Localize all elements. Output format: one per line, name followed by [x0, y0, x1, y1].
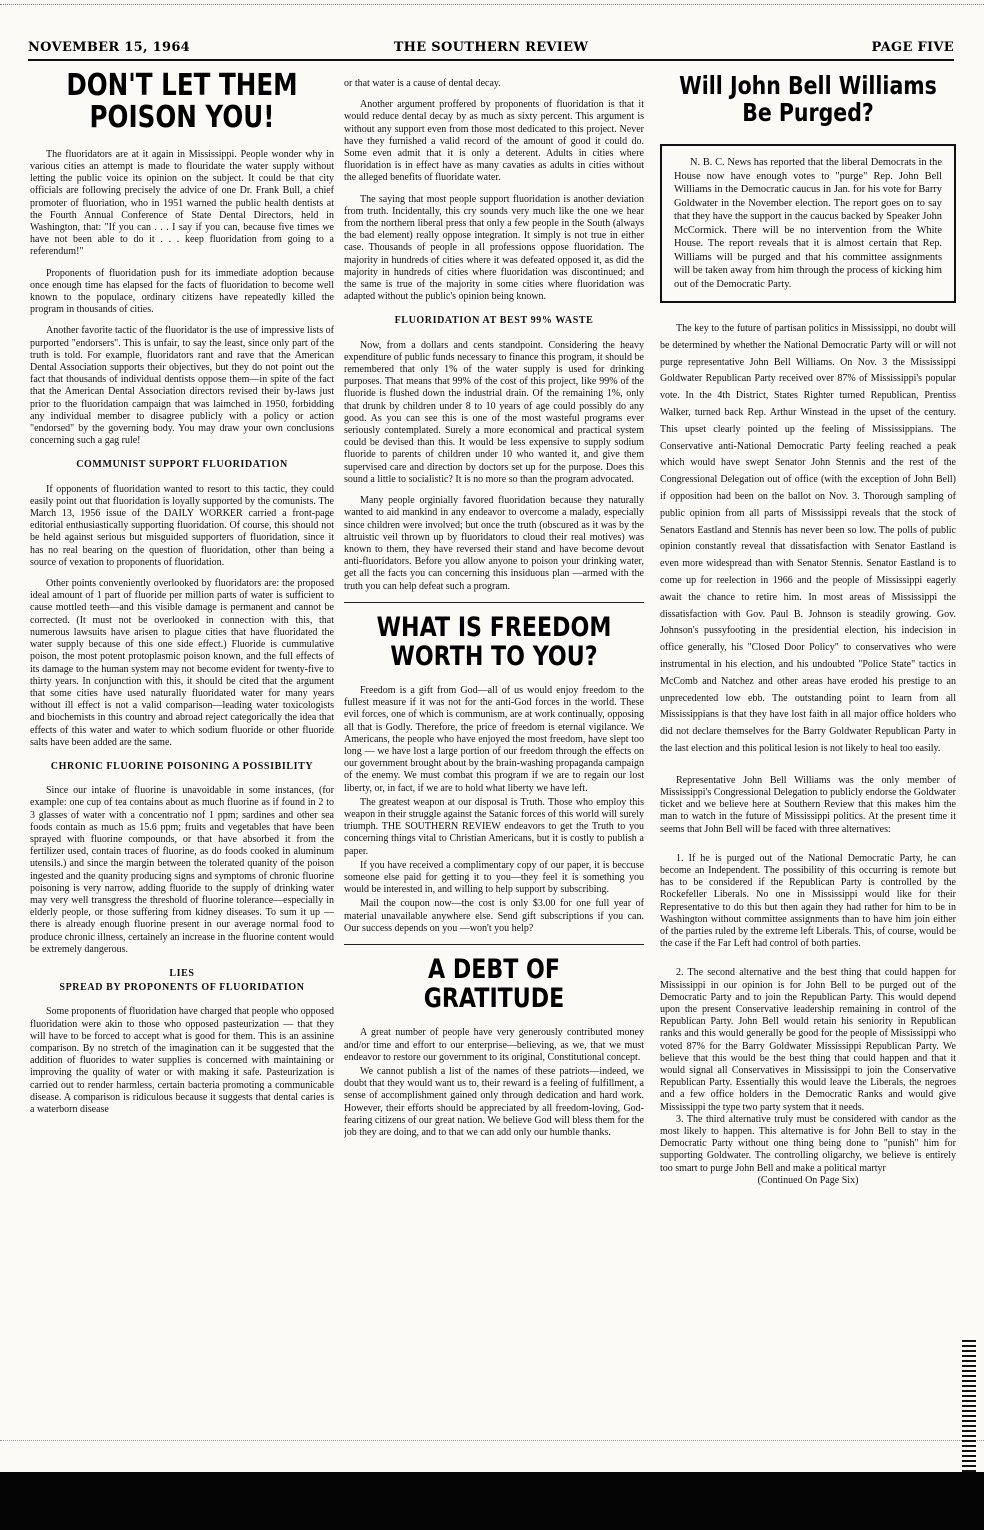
box-text: N. B. C. News has reported that the liberal Democrats in the House now have enough votes to "purge" Rep. John Bell Williams in the Democratic caucus in Jan. for his vote for Barry Goldwater in the November election. The report goes on to say that they have the support in the caucus backed by Speaker John McCormick. There will be no intervention from the White House. The report reveals that it is almost certain that Rep. Williams will be purged and that his committee assignments will be taken away from him through the process of kicking him out of the Democratic Party. [674, 157, 942, 290]
poison-paragraph: Other points conveniently overlooked by fluoridators are: the proposed ideal amount of 1 part of fluoride per million parts of water is sufficient to cause mottled teeth—and this visible damage is permanent and cannot be corrected. (It must not be overlooked in connection with this, that numerous lawsuits have arisen to plague cities that have fluoridated the water supply because of this one side effect.) Fluoride is cummulative poison, the most potent protoplasmic poison known, and the full effects of its damage to the human system may not become evident for twenty-five to thirty years. In conjunction with this, it should be cited that the argument that some cities have used naturally fluoridated water for many years without ill effect is not a valid comparison—leading water toxicologists and biochemists in this country and abroad reject categorically the idea that effects of this water and water to which sodium fluoride or other fluoride salts have been added are the same. [30, 578, 334, 748]
poison-paragraph: The saying that most people support fluoridation is another deviation from truth. Incidentally, this cry sounds very much like the one we hear from the northern liberal press that only a few people in the South (always the bad element) really oppose integration. It simply is not true in either case. Thousands of people in all professions oppose fluoridation. The majority in hundreds of cities where it was defeated opposed it, as did the majority in hundreds of cities where fluoridation was discontinued; and the same is true of the majority in some cities where fluoridation was adapted without the public's opinion being known. [344, 193, 644, 303]
williams-paragraph: Representative John Bell Williams was the only member of Mississippi's Congressional Delegation to publicly endorse the Goldwater ticket and we believe here at Southern Review that this makes him the man to watch in the future of Mississippi politics. At the present time it seems that John Bell will be faced with three alternatives: [660, 774, 956, 835]
williams-paragraph: 3. The third alternative truly must be considered with candor as the most likely to happen. This alternative is for John Bell to stay in the Democratic Party without one thing being done to "punish" him for supporting Goldwater. The controlling oligarchy, we believe is entirely too smart to purge John Bell and make a political martyr [660, 1113, 956, 1174]
freedom-paragraph: If you have received a complimentary copy of our paper, it is beccuse someone else paid for getting it to you—they feel it is something you would be interested in, and willing to help support by subscribing. [344, 859, 644, 896]
page-number: PAGE FIVE [871, 40, 954, 55]
freedom-paragraph: The greatest weapon at our disposal is Truth. Those who employ this weapon in their struggle against the Satanic forces of this world will surely triumph. THE SOUTHERN REVIEW endeavors to get the Truth to you concerning things vital to Christian Americans, but it is costly to publish a paper. [344, 796, 644, 857]
top-dotted-line [0, 4, 984, 6]
gratitude-paragraph: We cannot publish a list of the names of these patriots—indeed, we doubt that they would want us to, their reward is a feeling of fulfillment, a sense of accomplishment gained only through dedication and hard work. However, their efforts should be appreciated by all freedom-loving, God-fearing citizens of our great nation. We believe God will bless them for the job they are doing, and to that we can add only our humble thanks. [344, 1066, 644, 1139]
bottom-dotted-line [0, 1440, 984, 1442]
column-middle [344, 78, 644, 1408]
masthead [28, 38, 954, 58]
williams-paragraph: 1. If he is purged out of the National Democratic Party, he can become an Independent. The possibility of this occurring is remote but has to be considered if the Republican Party is controlled by the Rockefeller Liberals. No one in Mississippi would like for their Representative to do this but then again they had rather for him to be in Washington without committee assignments than to have him join either of the parties ruled by the extreme left Liberals. This, of course, would be the case if the Far Left had control of both parties. [660, 852, 956, 950]
poison-paragraph: If opponents of fluoridation wanted to resort to this tactic, they could easily point out that fluoridation is loyally supported by the comunists. The March 13, 1956 issue of the DAILY WORKER carried a front-page editorial enthusiastically supporting fluoridation. Of course, this should not be held against serious but misguided supporters of fluoridation, since it has no real bearing on the question of fluoridation, other than being a source of vexation to proponents of fluoridation. [30, 483, 334, 568]
poison-paragraph: The fluoridators are at it again in Mississippi. People wonder why in various cities an attempt is made to flouridate the water supply without letting the public voice its opinion on the subject. It could be that city officials are following precisely the advice of one Dr. Frank Bull, a chief promoter of fluoriation, who in 1951 warned the public health dentists at the Fourth Annual Conference of State Dental Directors, held in Washington, that: "If you can . . . I say if you can, because five times we have not been able to do it . . . keep fluoridation from going to a referendum!" [30, 148, 334, 258]
continued-note: (Continued On Page Six) [757, 1174, 859, 1186]
subhead-lies: LIES [169, 967, 195, 979]
headline-williams: Will John Bell Williams Be Purged? [679, 71, 937, 127]
section-divider [344, 944, 644, 945]
headline-freedom: WHAT IS FREEDOM WORTH TO YOU? [376, 611, 612, 672]
williams-paragraph: 2. The second alternative and the best thing that could happen for Mississippi in our opinion is for John Bell to be purged out of the Democratic Party and to join the Republican Party. This would depend upon the present Conservative leadership remaining in control of the Republican Party. John Bell would retain his seniority in Republican ranks and this would generally be good for the people of Mississippi who voted 87% for the Barry Goldwater Mississippi Republican Party. We believe that this would be the best thing that could happen and that it would signal all Conservatives in Mississippi to join the Conservative Republican Party. Essentially this would leave the Liberals, the negroes and a few office holders in the Democratic Ranks and would give Mississippi the type two party system that it needs. [660, 967, 956, 1113]
williams-paragraph: The key to the future of partisan politics in Mississippi, no doubt will be determined by whether the National Democratic Party will or will not purge representative John Bell Williams. On Nov. 3 the Mississippi Goldwater Republican Party received over 87% of Mississippi's popular vote. In the 4th District, States Righter turned Republican, Prentiss Walker, turned back Rep. Arthur Winstead in the upset of the century. This upset clearly pointed up the feeling of Mississippians. The Conservative anti-National Democratic Party feeling reached a peak which would have swept Senator John Stennis and the rest of the Congressional Delegation out of office (with the exception of John Bell) if opposition had been on the ballot on Nov. 3. Thorough sampling of public opinion from all parts of Mississippi reveals that the stock of Senators Eastland and Stennis has never been so low. The polls of public opinion constantly reveal that dissatisfaction with Senator Eastland is even more widespread than with Senator Stennis. Senator Eastland is to come up for reelection in 1966 and the people of Mississippi eagerly await the chance to retire him. In most areas of Mississippi the dissatisfaction with Gov. Paul B. Johnson is steadily growing. Gov. Johnson's pussyfooting in the presidential election, his indecision in office generally, his "Closed Door Policy" to conservatives who were instrumental in his election, and his undoubted "Police State" tactics in McComb and Natchez and other areas have eroded his prestige to an unprecedented low ebb. The outstanding point to learn from all Mississippians is that they have lost faith in all major office holders who did not declare themselves for the Barry Goldwater Republican Party in the last election and this political lesion is not likely to heal too easily. [660, 323, 956, 754]
scan-edge-marks [962, 1340, 976, 1480]
section-divider [344, 602, 644, 603]
publication-name: THE SOUTHERN REVIEW [393, 40, 589, 55]
poison-paragraph: Proponents of fluoridation push for its immediate adoption because once enough time has elapsed for the facts of fluoridation to become well known to the populace, ordinary citizens have repeatedly killed the program in thousands of cities. [30, 267, 334, 316]
subhead-99-percent-waste: FLUORIDATION AT BEST 99% WASTE [394, 315, 594, 327]
issue-date: NOVEMBER 15, 1964 [28, 40, 191, 55]
subhead-communist-support: COMMUNIST SUPPORT FLUORIDATION [76, 459, 288, 471]
scan-bottom-band [0, 1472, 984, 1530]
subhead-chronic-poisoning: CHRONIC FLUORINE POISONING A POSSIBILITY [50, 760, 314, 772]
news-report-box [660, 144, 956, 303]
subhead-spread-by-proponents: SPREAD BY PROPONENTS OF FLUORIDATION [59, 982, 305, 994]
poison-paragraph: or that water is a cause of dental decay. [344, 78, 501, 89]
poison-paragraph: Now, from a dollars and cents standpoint. Considering the heavy expenditure of public funds necessary to finance this program, it should be remembered that only 1% of the water supply is used for drinking purposes. That means that 99% of the cost of this project, like 99% of the fluoride is flushed down the industrial drain. Of the remaining 1%, only that drunk by children under 8 to 10 years of age could possibly do any good. As you can see this is one of the most wasteful programs ever seriously contemplated. Surely a more economical and practical system could be devised than this. It would be less expensive to supply sodium fluoride to parents of children under 10 who wanted it, and give them supervised care and direction by doctors set up for the purpose. Does this sound a little to socialistic? It is no more so than the program advocated. [344, 339, 644, 485]
column-left [30, 66, 334, 1406]
poison-paragraph: Since our intake of fluorine is unavoidable in some instances, (for example: one cup of tea contains about as much fluorine as if found in 2 to 3 glasses of water with a concentratio nof 1 ppm; sardines and other sea foods contain as much as 15.6 ppm; fruits and vegetables that have been sprayed with fluorine compounds, or that have absorbed it from the fertilizer used, contain traces of fluorine, as do foods cooked in aluminum utensils.) and since the margin between the tolerated quanity of the poison ingested and the quanity producing signs and symptoms of chronic fluorine poisoning is very narrow, adding fluoride to the supply of drinking water may very well transgress the threshold of fluorine tolerance—especially in elderly people, or those suffering from kidney diseases. To sum it up — there is already enough fluorine present in our average normal food to produce chronic illness, certainely an increase in the fluorine content would be extremely dangerous. [30, 785, 334, 955]
poison-paragraph: Another favorite tactic of the fluoridator is the use of impressive lists of purported "endorsers". This is unfair, to say the least, since only part of the truth is told. For example, fluoridators rant and rave that the American Dental Association supports their objectives, but they do not point out the fact that thousands of individual dentists oppose them—in spite of the fact that the American Dental Association directors revised their by-laws just prior to the fluoridation campaign that was laimched in 1950, forbidding any individual member to disagree publicly with a policy or action "endorsed" by the governing body. You may draw your own conclusions concerning such a gag rule! [30, 325, 334, 447]
poison-paragraph: Some proponents of fluoridation have charged that people who opposed fluoridation were akin to those who opposed pasteurization — that they will have to be forced to accept what is good for them. This is an assinine comparison. By no stretch of the imagination can it be suggested that the addition of fluorides to water supplies is concerned with maintaining or improving the quality of water or with making it safe. Pasteurization is carried out to render harmless, certain bacteria promoting a communicable disease. A comparison is ridiculous because it suggests that dental caries is a waterborn disease [30, 1006, 334, 1115]
poison-paragraph: Another argument proffered by proponents of fluoridation is that it would reduce dental decay by as much as sixty percent. This argument is without any support even from those most dedicated to this project. Never have they furnished a valid record of the amount of good it could do. Some even admit that it is only a deterent. Adults in cities where fluoridation is in effect have as many cavaties as adults in cities without the alleged benefits of fluoridate water. [344, 99, 644, 184]
headline-poison: DON'T LET THEM POISON YOU! [66, 68, 298, 136]
headline-gratitude: A DEBT OF GRATITUDE [423, 954, 565, 1015]
masthead-rule [28, 59, 954, 61]
gratitude-paragraph: A great number of people have very generously contributed money and/or time and effort to our enterprise—believing, as we, that we must endeavor to restore our government to its original, Constitutional concept. [344, 1027, 644, 1063]
freedom-paragraph: Freedom is a gift from God—all of us would enjoy freedom to the fullest measure if it was not for the anti-God forces in the world. These evil forces, one of which is communism, are at work continually, opposing all that is Godly. Therefore, the price of freedom is eternal vigilance. We Americans, the people who have enjoyed the most freedom, have slept too long — we have lost a large portion of our freedom through the effects on our government brought about by the brain-washing propaganda campaign of the enemy. We must combat this program if we are to regain our lost liberty, or, in fact, if we are to hold what liberty we have left. [344, 685, 644, 794]
poison-paragraph: Many people orginially favored fluoridation because they naturally wanted to aid mankind in any endeavor to overcome a malady, especially since children were involved; but once the truth (obscured as it was by the altruistic veil thrown up by fluoridators to cloud their real motives) was known to them, they have reversed their stand and have become devout anti-fluoridators. Before you allow anyone to poison your drinking water, get all the facts you can concerning this insiduous plan —armed with the truth you can help defeat such a program. [344, 495, 644, 592]
column-right [660, 66, 956, 1406]
freedom-paragraph: Mail the coupon now—the cost is only $3.00 for one full year of material unavailable anywhere else. Send gift subscriptions if you can. Our success depends on you —won't you help? [344, 898, 644, 934]
